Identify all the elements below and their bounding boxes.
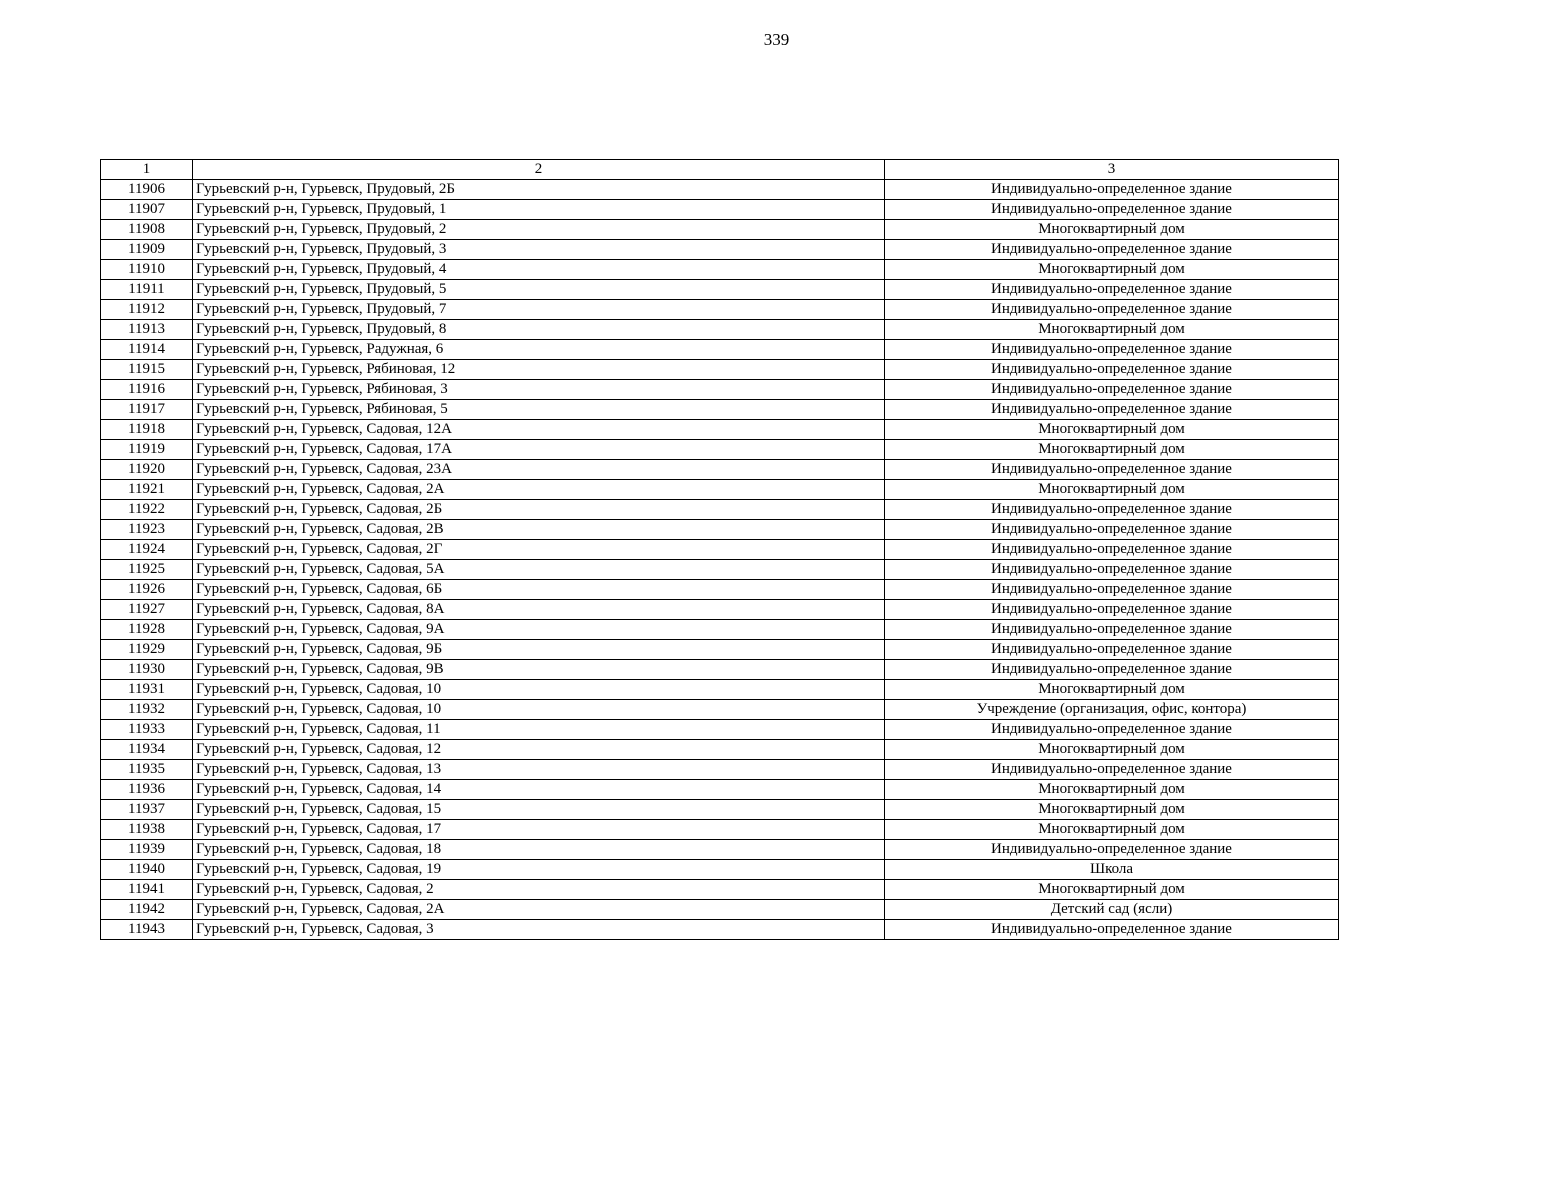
building-type-cell: Многоквартирный дом (885, 420, 1339, 440)
building-type-cell: Школа (885, 860, 1339, 880)
row-number-cell: 11936 (101, 780, 193, 800)
table-row (101, 680, 1339, 700)
building-type-cell: Индивидуально-определенное здание (885, 200, 1339, 220)
table-row (101, 660, 1339, 680)
address-cell: Гурьевский р-н, Гурьевск, Прудовый, 7 (193, 300, 885, 320)
address-cell: Гурьевский р-н, Гурьевск, Садовая, 2А (193, 900, 885, 920)
table-row (101, 260, 1339, 280)
table-row (101, 340, 1339, 360)
row-number-cell: 11909 (101, 240, 193, 260)
row-number-cell: 11937 (101, 800, 193, 820)
row-number-cell: 11924 (101, 540, 193, 560)
address-cell: Гурьевский р-н, Гурьевск, Садовая, 19 (193, 860, 885, 880)
address-cell: Гурьевский р-н, Гурьевск, Садовая, 2 (193, 880, 885, 900)
building-type-cell: Индивидуально-определенное здание (885, 560, 1339, 580)
address-cell: Гурьевский р-н, Гурьевск, Прудовый, 2 (193, 220, 885, 240)
address-cell: Гурьевский р-н, Гурьевск, Садовая, 2В (193, 520, 885, 540)
row-number-cell: 11925 (101, 560, 193, 580)
table-row (101, 380, 1339, 400)
table-row (101, 220, 1339, 240)
row-number-cell: 11941 (101, 880, 193, 900)
row-number-cell: 11911 (101, 280, 193, 300)
table-row (101, 640, 1339, 660)
table-row (101, 540, 1339, 560)
table-row (101, 460, 1339, 480)
row-number-cell: 11942 (101, 900, 193, 920)
row-number-cell: 11907 (101, 200, 193, 220)
address-cell: Гурьевский р-н, Гурьевск, Садовая, 11 (193, 720, 885, 740)
column-header-3: 3 (885, 160, 1339, 180)
building-type-cell: Индивидуально-определенное здание (885, 760, 1339, 780)
building-type-cell: Индивидуально-определенное здание (885, 380, 1339, 400)
address-cell: Гурьевский р-н, Гурьевск, Садовая, 12 (193, 740, 885, 760)
table-row (101, 200, 1339, 220)
row-number-cell: 11916 (101, 380, 193, 400)
address-cell: Гурьевский р-н, Гурьевск, Прудовый, 2Б (193, 180, 885, 200)
table-row (101, 840, 1339, 860)
address-cell: Гурьевский р-н, Гурьевск, Садовая, 9А (193, 620, 885, 640)
building-type-cell: Индивидуально-определенное здание (885, 460, 1339, 480)
address-cell: Гурьевский р-н, Гурьевск, Садовая, 10 (193, 700, 885, 720)
table-body (101, 180, 1339, 940)
address-cell: Гурьевский р-н, Гурьевск, Садовая, 8А (193, 600, 885, 620)
address-cell: Гурьевский р-н, Гурьевск, Садовая, 13 (193, 760, 885, 780)
row-number-cell: 11943 (101, 920, 193, 940)
table-row (101, 300, 1339, 320)
table-row (101, 880, 1339, 900)
table-row (101, 860, 1339, 880)
row-number-cell: 11929 (101, 640, 193, 660)
building-type-cell: Индивидуально-определенное здание (885, 640, 1339, 660)
row-number-cell: 11912 (101, 300, 193, 320)
table-row (101, 360, 1339, 380)
row-number-cell: 11928 (101, 620, 193, 640)
building-type-cell: Учреждение (организация, офис, контора) (885, 700, 1339, 720)
address-cell: Гурьевский р-н, Гурьевск, Рябиновая, 12 (193, 360, 885, 380)
building-type-cell: Индивидуально-определенное здание (885, 540, 1339, 560)
address-cell: Гурьевский р-н, Гурьевск, Садовая, 23А (193, 460, 885, 480)
table-row (101, 700, 1339, 720)
building-type-cell: Индивидуально-определенное здание (885, 500, 1339, 520)
address-cell: Гурьевский р-н, Гурьевск, Садовая, 2Б (193, 500, 885, 520)
building-type-cell: Многоквартирный дом (885, 780, 1339, 800)
table-row (101, 800, 1339, 820)
row-number-cell: 11917 (101, 400, 193, 420)
row-number-cell: 11938 (101, 820, 193, 840)
row-number-cell: 11940 (101, 860, 193, 880)
building-type-cell: Индивидуально-определенное здание (885, 840, 1339, 860)
address-cell: Гурьевский р-н, Гурьевск, Садовая, 2Г (193, 540, 885, 560)
building-type-cell: Индивидуально-определенное здание (885, 720, 1339, 740)
building-type-cell: Многоквартирный дом (885, 440, 1339, 460)
building-type-cell: Многоквартирный дом (885, 260, 1339, 280)
table-row (101, 780, 1339, 800)
row-number-cell: 11920 (101, 460, 193, 480)
address-cell: Гурьевский р-н, Гурьевск, Рябиновая, 3 (193, 380, 885, 400)
table-row (101, 440, 1339, 460)
building-type-cell: Детский сад (ясли) (885, 900, 1339, 920)
address-cell: Гурьевский р-н, Гурьевск, Садовая, 3 (193, 920, 885, 940)
header-row (101, 160, 1339, 180)
row-number-cell: 11939 (101, 840, 193, 860)
table-row (101, 900, 1339, 920)
row-number-cell: 11919 (101, 440, 193, 460)
building-type-cell: Индивидуально-определенное здание (885, 300, 1339, 320)
table-row (101, 480, 1339, 500)
table-row (101, 820, 1339, 840)
address-cell: Гурьевский р-н, Гурьевск, Рябиновая, 5 (193, 400, 885, 420)
page-number: 339 (763, 30, 790, 49)
address-cell: Гурьевский р-н, Гурьевск, Радужная, 6 (193, 340, 885, 360)
row-number-cell: 11931 (101, 680, 193, 700)
registry-table (100, 159, 1339, 940)
address-cell: Гурьевский р-н, Гурьевск, Садовая, 5А (193, 560, 885, 580)
building-type-cell: Индивидуально-определенное здание (885, 280, 1339, 300)
address-cell: Гурьевский р-н, Гурьевск, Садовая, 9В (193, 660, 885, 680)
row-number-cell: 11934 (101, 740, 193, 760)
address-cell: Гурьевский р-н, Гурьевск, Садовая, 17А (193, 440, 885, 460)
table-row (101, 760, 1339, 780)
address-cell: Гурьевский р-н, Гурьевск, Садовая, 14 (193, 780, 885, 800)
row-number-cell: 11930 (101, 660, 193, 680)
address-cell: Гурьевский р-н, Гурьевск, Садовая, 15 (193, 800, 885, 820)
building-type-cell: Индивидуально-определенное здание (885, 920, 1339, 940)
table-row (101, 320, 1339, 340)
table-row (101, 280, 1339, 300)
table-row (101, 740, 1339, 760)
address-cell: Гурьевский р-н, Гурьевск, Прудовый, 1 (193, 200, 885, 220)
table-row (101, 180, 1339, 200)
building-type-cell: Индивидуально-определенное здание (885, 620, 1339, 640)
row-number-cell: 11922 (101, 500, 193, 520)
column-header-2: 2 (193, 160, 885, 180)
row-number-cell: 11918 (101, 420, 193, 440)
address-cell: Гурьевский р-н, Гурьевск, Садовая, 12А (193, 420, 885, 440)
row-number-cell: 11932 (101, 700, 193, 720)
table-header (101, 160, 1339, 180)
building-type-cell: Индивидуально-определенное здание (885, 580, 1339, 600)
row-number-cell: 11935 (101, 760, 193, 780)
table-row (101, 720, 1339, 740)
row-number-cell: 11908 (101, 220, 193, 240)
address-cell: Гурьевский р-н, Гурьевск, Садовая, 18 (193, 840, 885, 860)
building-type-cell: Многоквартирный дом (885, 800, 1339, 820)
table-row (101, 420, 1339, 440)
building-type-cell: Многоквартирный дом (885, 880, 1339, 900)
row-number-cell: 11927 (101, 600, 193, 620)
table-row (101, 520, 1339, 540)
address-cell: Гурьевский р-н, Гурьевск, Прудовый, 3 (193, 240, 885, 260)
registry-table-container (100, 159, 1339, 940)
address-cell: Гурьевский р-н, Гурьевск, Садовая, 6Б (193, 580, 885, 600)
building-type-cell: Индивидуально-определенное здание (885, 340, 1339, 360)
table-row (101, 920, 1339, 940)
building-type-cell: Индивидуально-определенное здание (885, 400, 1339, 420)
address-cell: Гурьевский р-н, Гурьевск, Садовая, 10 (193, 680, 885, 700)
building-type-cell: Многоквартирный дом (885, 480, 1339, 500)
building-type-cell: Индивидуально-определенное здание (885, 240, 1339, 260)
address-cell: Гурьевский р-н, Гурьевск, Прудовый, 8 (193, 320, 885, 340)
table-row (101, 560, 1339, 580)
address-cell: Гурьевский р-н, Гурьевск, Садовая, 9Б (193, 640, 885, 660)
table-row (101, 600, 1339, 620)
table-row (101, 500, 1339, 520)
building-type-cell: Многоквартирный дом (885, 740, 1339, 760)
building-type-cell: Индивидуально-определенное здание (885, 600, 1339, 620)
row-number-cell: 11926 (101, 580, 193, 600)
table-row (101, 580, 1339, 600)
address-cell: Гурьевский р-н, Гурьевск, Прудовый, 5 (193, 280, 885, 300)
row-number-cell: 11910 (101, 260, 193, 280)
row-number-cell: 11906 (101, 180, 193, 200)
building-type-cell: Индивидуально-определенное здание (885, 180, 1339, 200)
building-type-cell: Многоквартирный дом (885, 320, 1339, 340)
row-number-cell: 11933 (101, 720, 193, 740)
building-type-cell: Многоквартирный дом (885, 220, 1339, 240)
building-type-cell: Индивидуально-определенное здание (885, 360, 1339, 380)
table-row (101, 400, 1339, 420)
table-row (101, 240, 1339, 260)
building-type-cell: Индивидуально-определенное здание (885, 660, 1339, 680)
row-number-cell: 11913 (101, 320, 193, 340)
row-number-cell: 11921 (101, 480, 193, 500)
table-row (101, 620, 1339, 640)
address-cell: Гурьевский р-н, Гурьевск, Садовая, 2А (193, 480, 885, 500)
address-cell: Гурьевский р-н, Гурьевск, Прудовый, 4 (193, 260, 885, 280)
row-number-cell: 11915 (101, 360, 193, 380)
column-header-1: 1 (101, 160, 193, 180)
building-type-cell: Многоквартирный дом (885, 680, 1339, 700)
building-type-cell: Индивидуально-определенное здание (885, 520, 1339, 540)
address-cell: Гурьевский р-н, Гурьевск, Садовая, 17 (193, 820, 885, 840)
row-number-cell: 11923 (101, 520, 193, 540)
row-number-cell: 11914 (101, 340, 193, 360)
building-type-cell: Многоквартирный дом (885, 820, 1339, 840)
